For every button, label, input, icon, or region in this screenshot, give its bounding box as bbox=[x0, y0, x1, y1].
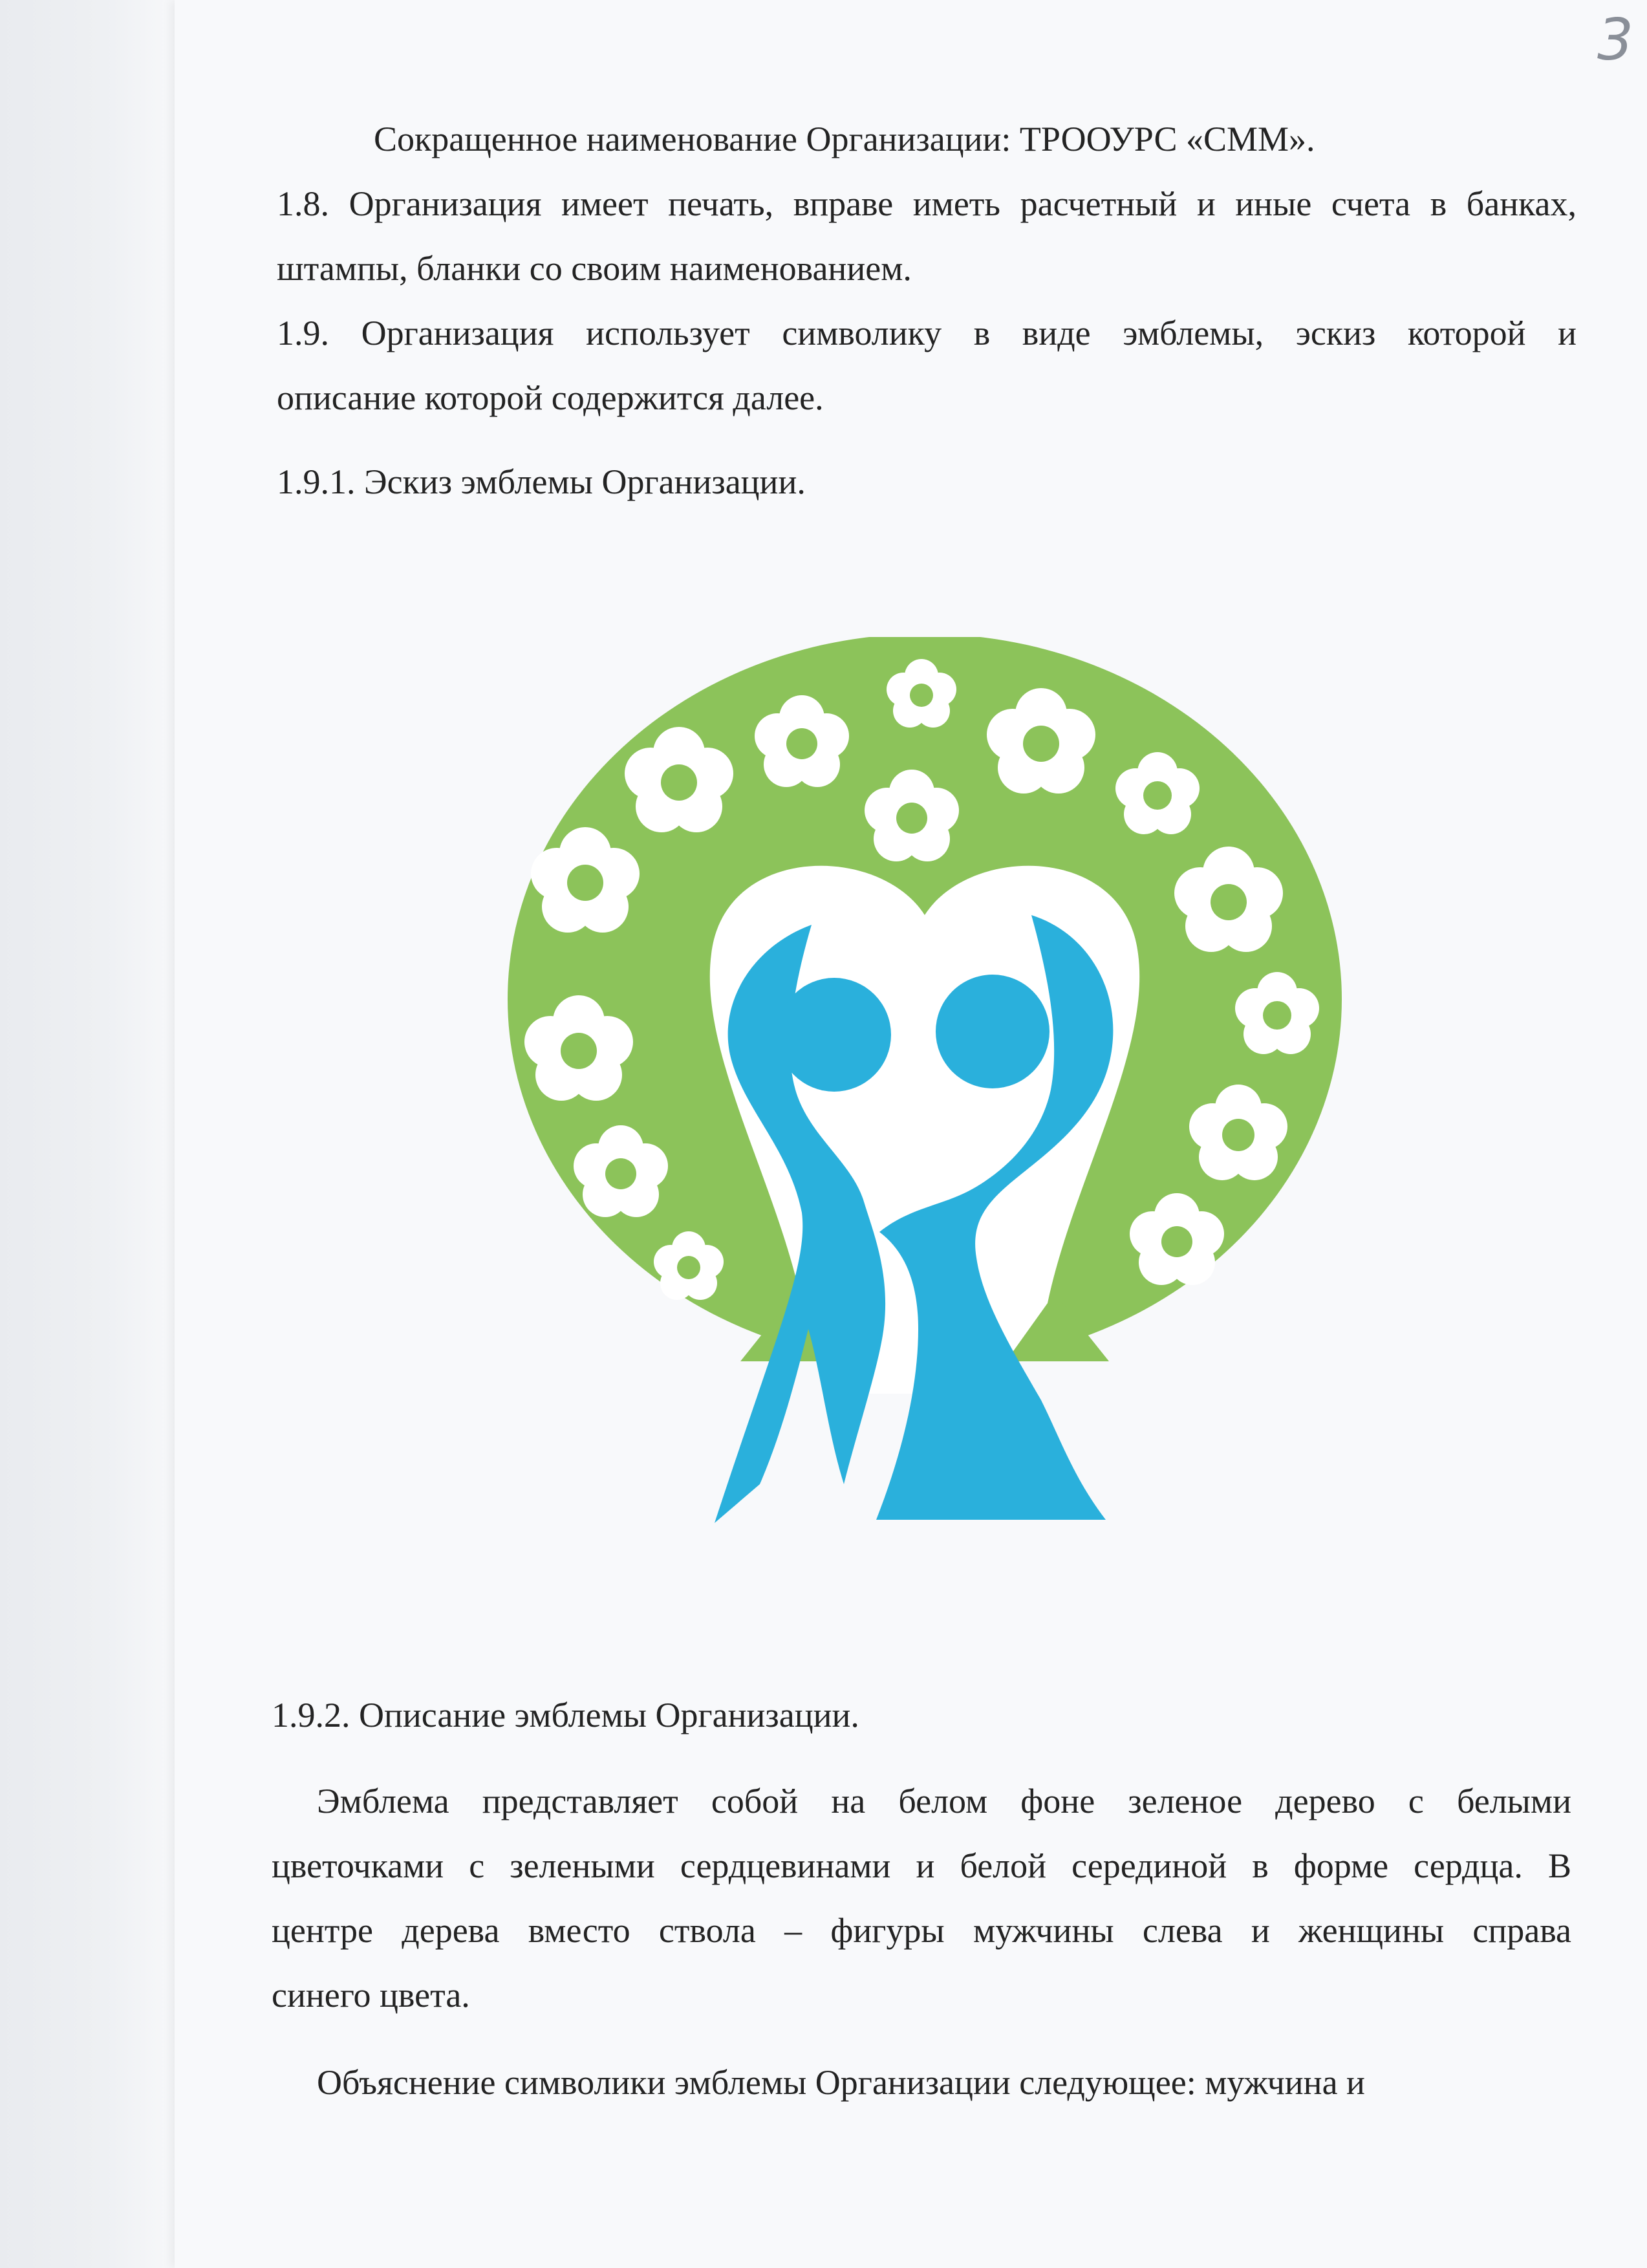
description-line-1: Эмблема представляет собой на белом фоне зеленое дерево с белыми bbox=[317, 1782, 1571, 1820]
clause-1-8-line-2: штампы, бланки со своим наименованием. bbox=[277, 249, 912, 288]
clause-1-9-line-2: описание которой содержится далее. bbox=[277, 378, 824, 417]
clause-1-9-2-heading: 1.9.2. Описание эмблемы Организации. bbox=[272, 1696, 859, 1734]
clause-1-9-1-heading: 1.9.1. Эскиз эмблемы Организации. bbox=[277, 462, 806, 501]
clause-1-9-line-1: 1.9. Организация использует символику в виде эмблемы, эскиз которой и bbox=[277, 314, 1577, 352]
description-line-4: синего цвета. bbox=[272, 1976, 470, 2014]
description-line-3: центре дерева вместо ствола – фигуры мужчины слева и женщины справа bbox=[272, 1911, 1571, 1950]
description-line-2: цветочками с зелеными сердцевинами и белой серединой в форме сердца. В bbox=[272, 1846, 1571, 1885]
page-number: 3 bbox=[1597, 6, 1633, 73]
clause-1-8-line-1: 1.8. Организация имеет печать, вправе иметь расчетный и иные счета в банках, bbox=[277, 184, 1577, 223]
organization-emblem bbox=[504, 637, 1345, 1533]
explanation-line: Объяснение символики эмблемы Организации следующее: мужчина и bbox=[317, 2063, 1365, 2102]
book-spine bbox=[0, 0, 175, 2268]
short-name-line: Сокращенное наименование Организации: ТРООУРС «СММ». bbox=[374, 120, 1315, 158]
